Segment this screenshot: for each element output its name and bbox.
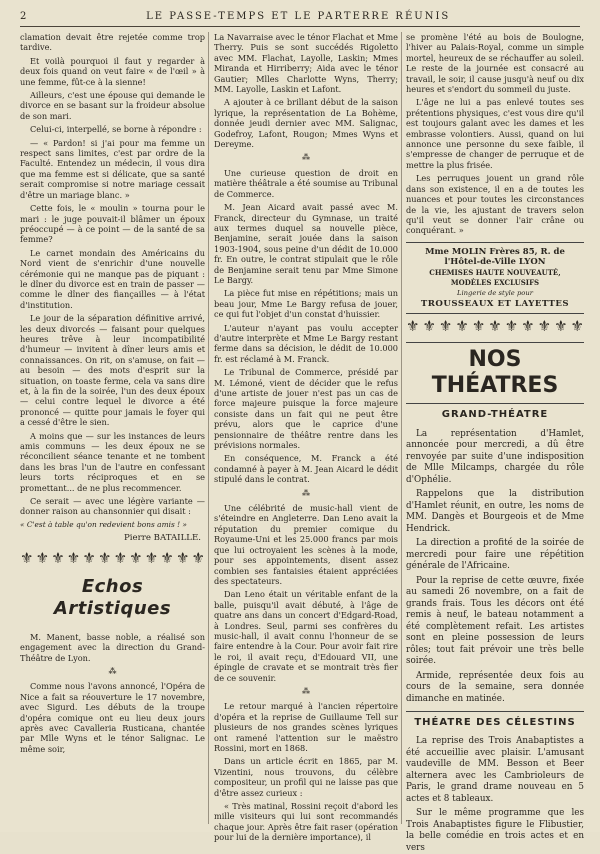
paragraph: Le Tribunal de Commerce, présidé par M. Lémoné, vient de décider que le refus d'une artiste de jouer n'est pas un cas de force majeure puisque la force majeure consiste dans un fait qui ne peut être prévu, alors que le caprice d'une pensionnaire de théâtre rentre dans les prévisions normales.	[214, 367, 398, 451]
fleur-icon: ⚜	[570, 317, 584, 336]
column-divider	[208, 32, 209, 824]
fleur-icon: ⚜	[113, 548, 128, 567]
paragraph: se promène l'été au bois de Boulogne, l'hiver au Palais-Royal, comme un simple mortel, heureux de se réchauffer au soleil. Le reste de la journée est consacré au travail, le soir, il cause jusqu'à neuf ou dix heures et s'endort du sommeil du juste.	[406, 32, 584, 95]
section-title: Echos Artistiques	[53, 575, 172, 619]
ad-line: TROUSSEAUX ET LAYETTES	[420, 298, 570, 309]
fleur-icon: ⚜	[144, 548, 159, 567]
paragraph: Dan Leno était un véritable enfant de la balle, puisqu'il avait débuté, à l'âge de quatre ans dans un concert d'Edgard-Road, à Londres. Seul, parmi ses confrères du music-hall, il avait connu l'honneur de se faire entendre à la Cour. Pour avoir fait rire le roi, il avait reçu, d'Edouard VII, une épingle de cravate et se montrait très fier de ce souvenir.	[214, 589, 398, 683]
section-title: NOS THÉATRES	[406, 342, 584, 404]
fleur-icon: ⚜	[175, 548, 190, 567]
paragraph: La reprise des Trois Anabaptistes a été accueillie avec plaisir. L'amusant vaudeville de MM. Besson et Beer alternera avec les Cambrioleurs de Paris, le grand drame nouveau en 5 actes et 8 tableaux.	[406, 736, 584, 804]
paragraph: L'auteur n'ayant pas voulu accepter d'autre interprète et Mme Le Bargy restant ferme dans sa décision, le dédit de 10.000 fr. est réclamé à M. Franck.	[214, 322, 398, 364]
paragraph: clamation devait être rejetée comme trop tardive.	[20, 32, 205, 53]
paragraph: La pièce fut mise en répétitions; mais un beau jour, Mme Le Bargy refusa de jouer, ce qui fut l'objet d'un constat d'huissier.	[214, 288, 398, 320]
fleur-icon: ⚜	[35, 548, 50, 567]
fleur-icon: ⚜	[97, 548, 112, 567]
header-rule	[20, 26, 580, 27]
paragraph: A ajouter à ce brillant début de la saison lyrique, la représentation de La Bohème, donnée jeudi dernier avec MM. Salignac, Godefroy, Lafont, Rougon; Mmes Wyns et Dereyme.	[214, 97, 398, 150]
fleur-icon: ⚜	[438, 317, 453, 336]
paragraph: Rappelons que la distribution d'Hamlet réunit, en outre, les noms de MM. Dangès et Bourgeois et de Mme Hendrick.	[406, 489, 584, 534]
fleur-icon: ⚜	[521, 317, 535, 336]
paragraph: La direction a profité de la soirée de mercredi pour faire une répétition générale de l'Africaine.	[406, 538, 584, 572]
author-signature: Pierre BATAILLE.	[124, 533, 201, 544]
paragraph: Une curieuse question de droit en matière théâtrale a été soumise au Tribunal de Commerce.	[214, 167, 398, 199]
fleur-icon: ⚜	[129, 548, 143, 567]
paragraph: Pour la reprise de cette œuvre, fixée au samedi 26 novembre, on a fait de grands frais. Tous les décors ont été remis à neuf, le bateau notamment a été complètement refait. Les artistes sont en pleine possession de leurs rôles; tout fait prévoir une très belle soirée.	[406, 575, 584, 667]
paragraph: Dans un article écrit en 1865, par M. Vizentini, nous trouvons, du célèbre compositeur, un profil qui ne laisse pas que d'être assez curieux :	[214, 756, 398, 798]
paragraph: Une célébrité de music-hall vient de s'éteindre en Angleterre. Dan Leno avait la réputation du premier comique du Royaume-Uni et les 25.000 francs par mois que lui octroyaient les scènes à la mode, pour ses appointements, disent assez combien ses fantaisies étaient appréciées des spectateurs.	[214, 503, 398, 586]
column-2	[214, 32, 398, 843]
paragraph: Ce serait — avec une légère variante — donner raison au chansonnier qui disait :	[20, 496, 205, 517]
ornament-row	[20, 550, 205, 566]
paragraph: M. Manent, basse noble, a réalisé son engagement avec la direction du Grand-Théâtre de Lyon.	[20, 631, 205, 663]
fleur-icon: ⚜	[160, 548, 174, 567]
paragraph: Le carnet mondain des Américains du Nord vient de s'enrichir d'une nouvelle cérémonie qui ne manque pas de piquant : le dîner du divorce est en train de passer — comme le dîner des fiançailles — à l'état d'institution.	[20, 247, 205, 310]
fleur-icon: ⚜	[51, 548, 65, 567]
newspaper-title: LE PASSE-TEMPS ET LE PARTERRE RÉUNIS	[146, 10, 451, 22]
fleur-icon: ⚜	[537, 317, 552, 336]
paragraph: Ailleurs, c'est une épouse qui demande le divorce en se basant sur la froideur absolue de son mari.	[20, 90, 205, 121]
fleur-icon: ⚜	[20, 548, 34, 567]
ad-company: Mme MOLIN Frères 85, R. de l'Hôtel-de-Ville LYON	[425, 246, 565, 268]
fleur-icon: ⚜	[82, 548, 96, 567]
paragraph: Cette fois, le « moulin » tourna pour le mari : le juge pouvait-il blâmer un époux préoccupé — à ce point — de la santé de sa femme?	[20, 203, 205, 245]
paragraph: L'âge ne lui a pas enlevé toutes ses prétentions physiques, c'est vous dire qu'il est toujours galant avec les dames et les embrasse volontiers. Aussi, quand on lui annonce une personne du sexe faible, il s'empresse de changer de perruque et de mettre la plus frisée.	[406, 97, 584, 170]
paragraph: Le retour marqué à l'ancien répertoire d'opéra et la reprise de Guillaume Tell sur plusieurs de nos grandes scènes lyriques ont ramené l'attention sur le maëstro Rossini, mort en 1868.	[214, 701, 398, 753]
paragraph: Comme nous l'avons annoncé, l'Opéra de Nice a fait sa réouverture le 17 novembre, avec Sigurd. Les débuts de la troupe d'opéra comique ont eu lieu deux jours après avec Cavalleria Rusticana, chantée par Mlle Wyns et le ténor Salignac. Le même soir,	[20, 681, 205, 754]
fleur-icon: ⚜	[455, 317, 469, 336]
paragraph: Sur le même programme que les Trois Anabaptistes figure le Flibustier, la belle comédie en trois actes et en vers	[406, 808, 584, 853]
paragraph: La Navarraise avec le ténor Flachat et Mme Therry. Puis se sont succédés Rigoletto avec MM. Flachat, Layolle, Laskin; Mmes Miranda et Hirriberry; Aida avec le ténor Gautier; Mlles Charlotte Wyns, Therry; MM. Layolle, Laskin et Lafont.	[214, 32, 398, 95]
fleur-icon: ⚜	[422, 317, 436, 336]
paragraph: « Très matinal, Rossini reçoit d'abord les mille visiteurs qui lui sont recommandés chaque jour. Après être fait raser (opération pour lui de la dernière importance), il	[214, 801, 398, 843]
subsection-title: GRAND-THÉATRE	[441, 409, 549, 421]
paragraph: La représentation d'Hamlet, annoncée pour mercredi, a dû être renvoyée par suite d'une indisposition de Mlle Milcamps, chargée du rôle d'Ophélie.	[406, 428, 584, 485]
fleur-icon: ⚜	[66, 548, 81, 567]
separator-stars: ⁂	[108, 666, 117, 676]
fleur-icon: ⚜	[406, 317, 420, 336]
separator-stars: ⁂	[302, 488, 310, 498]
ornament-row	[406, 318, 584, 334]
fleur-icon: ⚜	[191, 548, 205, 567]
paragraph: A moins que — sur les instances de leurs amis communs — les deux époux ne se réconcilient séance tenante et ne tombent dans les bras l'un de l'autre en confessant leurs torts réciproques et en se promettant... de ne plus recommencer.	[20, 430, 205, 493]
page-header	[20, 8, 580, 24]
paragraph: Le jour de la séparation définitive arrivé, les deux divorcés — faisant pour quelques heures trêve à leur incompatibilité d'humeur — invitent à dîner leurs amis et connaissances. On rit, on s'amuse, on fait — au besoin — des mots d'esprit sur la situation, on toaste ferme, cela va sans dire et, à la fin de la soirée, l'un des deux époux — celui contre lequel le divorce a été prononcé — quitte pour jamais le foyer qui a cessé d'être le sien.	[20, 313, 205, 428]
fleur-icon: ⚜	[554, 317, 568, 336]
separator-stars: ⁂	[302, 153, 310, 163]
subsection-title: THÉATRE DES CÉLESTINS	[406, 711, 584, 728]
paragraph: Armide, représentée deux fois au cours de la semaine, sera donnée dimanche en matinée.	[406, 670, 584, 704]
paragraph: En conséquence, M. Franck a été condamné à payer à M. Jean Aicard le dédit stipulé dans le contrat.	[214, 453, 398, 485]
quote: « C'est à table qu'on redevient bons amis ! »	[20, 519, 187, 529]
fleur-icon: ⚜	[504, 317, 519, 336]
paragraph: M. Jean Aicard avait passé avec M. Franck, directeur du Gymnase, un traité aux termes duquel sa nouvelle pièce, Benjamine, serait jouée dans la saison 1903-1904, sous peine d'un dédit de 10.000 fr. En outre, le contrat stipulait que le rôle de Benjamine serait tenu par Mme Simone Le Bargy.	[214, 202, 398, 285]
ad-line: CHEMISES HAUTE NOUVEAUTÉ, MODÈLES EXCLUSIFS	[429, 267, 561, 287]
fleur-icon: ⚜	[488, 317, 502, 336]
fleur-icon: ⚜	[471, 317, 486, 336]
column-3	[406, 32, 584, 853]
advertisement	[406, 242, 584, 314]
column-divider	[401, 32, 402, 824]
ad-line: Lingerie de style pour	[456, 289, 534, 298]
column-1	[20, 32, 205, 824]
separator-stars: ⁂	[302, 686, 310, 696]
paragraph: Celui-ci, interpellé, se borne à répondre :	[30, 124, 202, 135]
page-number: 2	[20, 10, 27, 22]
paragraph: — « Pardon! si j'ai pour ma femme un respect sans limites, c'est par ordre de la Faculté. Entendez un médecin, il vous dira que ma femme est si délicate, que sa santé serait compromise si notre mariage cessait d'être un mariage blanc. »	[20, 137, 205, 200]
paragraph: Les perruques jouent un grand rôle dans son existence, il en a de toutes les nuances et pour toutes les circonstances de la vie, les ajustant de travers selon qu'il veut se donner l'air crâne ou conquérant. »	[406, 173, 584, 236]
paragraph: Et voilà pourquoi il faut y regarder à deux fois quand on veut faire « de l'œil » à une femme, fût-ce à la sienne!	[20, 55, 205, 87]
